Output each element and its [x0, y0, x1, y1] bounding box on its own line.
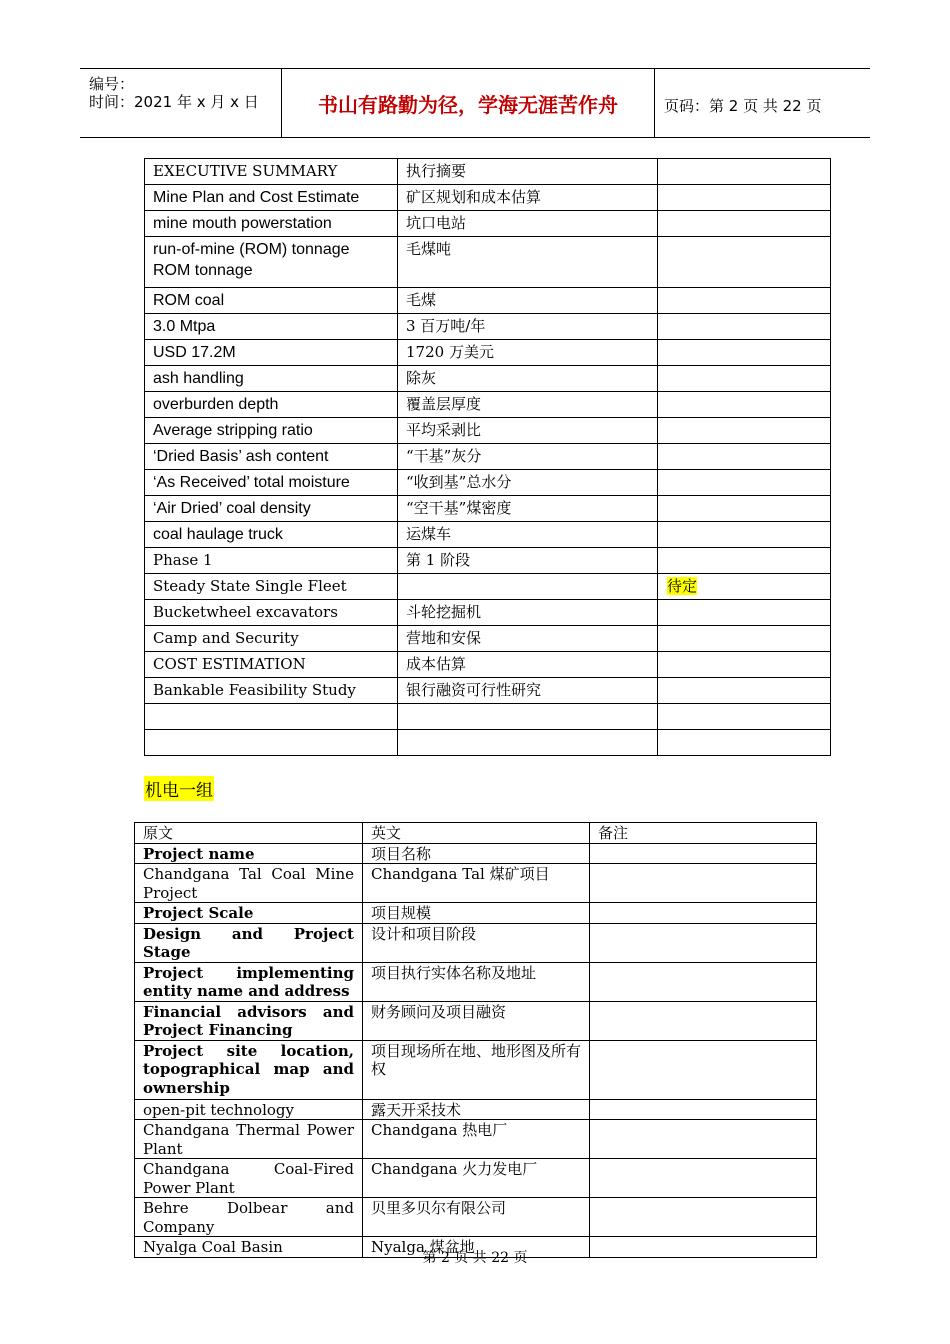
chinese-cell: 坑口电站: [398, 211, 658, 237]
english-line: ROM tonnage: [153, 262, 253, 279]
chinese-cell: “空干基”煤密度: [398, 496, 658, 522]
table-row: [145, 444, 831, 470]
note-cell: [658, 600, 831, 626]
table-row: [135, 864, 817, 903]
table-row: [135, 1099, 817, 1120]
english-cell: mine mouth powerstation: [145, 211, 398, 237]
english-cell: Mine Plan and Cost Estimate: [145, 185, 398, 211]
note-cell: [658, 237, 831, 288]
note-cell: [658, 211, 831, 237]
english-cell: overburden depth: [145, 392, 398, 418]
translation-cell: Nyalga 煤盆地: [363, 1237, 590, 1258]
source-cell: Design and Project Stage: [135, 923, 363, 962]
english-line: run-of-mine (ROM) tonnage: [153, 241, 350, 258]
note-cell: [658, 470, 831, 496]
table-row: [135, 923, 817, 962]
header-meta-cell: [80, 69, 282, 137]
source-cell: Nyalga Coal Basin: [135, 1237, 363, 1258]
note-cell: [658, 704, 831, 730]
chinese-cell: 毛煤吨: [398, 237, 658, 288]
pending-highlight: 待定: [667, 577, 698, 595]
source-cell: Chandgana Thermal Power Plant: [135, 1120, 363, 1159]
table-row: [135, 1198, 817, 1237]
chinese-cell: 银行融资可行性研究: [398, 678, 658, 704]
page-footer: 第 2 页 共 22 页: [422, 1250, 528, 1266]
table-row: [145, 392, 831, 418]
chinese-cell: 3 百万吨/年: [398, 314, 658, 340]
table-row: [135, 1040, 817, 1099]
note-cell: [590, 1120, 817, 1159]
note-cell: [658, 314, 831, 340]
note-cell: [658, 444, 831, 470]
page-header: [80, 68, 870, 138]
table-row: [145, 496, 831, 522]
translation-cell: Chandgana 热电厂: [363, 1120, 590, 1159]
english-cell: Steady State Single Fleet: [145, 574, 398, 600]
note-cell: [590, 843, 817, 864]
table-row: [145, 470, 831, 496]
note-cell: [658, 626, 831, 652]
table-row: [135, 903, 817, 924]
number-label: 编号：: [89, 75, 135, 93]
source-cell: Chandgana Tal Coal Mine Project: [135, 864, 363, 903]
glossary-table: [144, 158, 831, 756]
translation-cell: 露天开采技术: [363, 1099, 590, 1120]
table-row: [145, 678, 831, 704]
chinese-cell: 除灰: [398, 366, 658, 392]
source-cell: open-pit technology: [135, 1099, 363, 1120]
chinese-cell: “收到基”总水分: [398, 470, 658, 496]
table-header-row: [135, 823, 817, 844]
source-cell: Project name: [135, 843, 363, 864]
source-cell: Financial advisors and Project Financing: [135, 1001, 363, 1040]
table-row: [135, 843, 817, 864]
english-cell: ‘Air Dried’ coal density: [145, 496, 398, 522]
note-cell: [658, 185, 831, 211]
table-row: [145, 340, 831, 366]
english-cell: Bankable Feasibility Study: [145, 678, 398, 704]
english-cell: [145, 730, 398, 756]
english-cell: Phase 1: [145, 548, 398, 574]
note-cell: [658, 392, 831, 418]
note-cell: [590, 962, 817, 1001]
note-cell: [658, 340, 831, 366]
note-cell: [590, 1099, 817, 1120]
english-cell: Bucketwheel excavators: [145, 600, 398, 626]
chinese-cell: 矿区规划和成本估算: [398, 185, 658, 211]
source-cell: Project site location, topographical map and ownership: [135, 1040, 363, 1099]
section-title: 机电一组: [144, 776, 214, 801]
table-row: [145, 314, 831, 340]
header-cell-notes: 备注: [590, 823, 817, 844]
table-row: [135, 1001, 817, 1040]
translation-cell: 财务顾问及项目融资: [363, 1001, 590, 1040]
header-cell-english: 英文: [363, 823, 590, 844]
chinese-cell: [398, 704, 658, 730]
english-cell: Camp and Security: [145, 626, 398, 652]
chinese-cell: 成本估算: [398, 652, 658, 678]
table-row: [145, 626, 831, 652]
chinese-cell: 营地和安保: [398, 626, 658, 652]
note-cell: [590, 864, 817, 903]
header-page-info: 页码：第 2 页 共 22 页: [664, 97, 822, 115]
note-cell: [658, 548, 831, 574]
project-terms-table: [134, 822, 817, 1258]
chinese-cell: 平均采剥比: [398, 418, 658, 444]
note-cell: [590, 1040, 817, 1099]
source-cell: Chandgana Coal-Fired Power Plant: [135, 1159, 363, 1198]
source-cell: Behre Dolbear and Company: [135, 1198, 363, 1237]
translation-cell: 项目名称: [363, 843, 590, 864]
translation-cell: 项目规模: [363, 903, 590, 924]
table-row: [135, 962, 817, 1001]
english-cell: COST ESTIMATION: [145, 652, 398, 678]
note-cell: [658, 288, 831, 314]
note-cell: [590, 1001, 817, 1040]
chinese-cell: 1720 万美元: [398, 340, 658, 366]
note-cell: [590, 923, 817, 962]
source-cell: Project implementing entity name and address: [135, 962, 363, 1001]
note-cell: [658, 678, 831, 704]
chinese-cell: 斗轮挖掘机: [398, 600, 658, 626]
table-row: [145, 288, 831, 314]
chinese-cell: [398, 730, 658, 756]
table-row: [135, 1159, 817, 1198]
note-cell: [658, 366, 831, 392]
english-cell: EXECUTIVE SUMMARY: [145, 159, 398, 185]
date-label: 时间：2021 年 x 月 x 日: [89, 93, 259, 111]
english-cell: Average stripping ratio: [145, 418, 398, 444]
note-cell: [590, 1159, 817, 1198]
chinese-cell: [398, 574, 658, 600]
table-row-empty: [145, 730, 831, 756]
note-cell: [590, 1198, 817, 1237]
english-cell: ‘Dried Basis’ ash content: [145, 444, 398, 470]
header-motto: 书山有路勤为径，学海无涯苦作舟: [282, 69, 655, 137]
translation-cell: Chandgana Tal 煤矿项目: [363, 864, 590, 903]
note-cell: [658, 159, 831, 185]
note-cell: [590, 903, 817, 924]
note-cell: [658, 418, 831, 444]
table-row: [145, 600, 831, 626]
english-cell: [145, 704, 398, 730]
chinese-cell: 第 1 阶段: [398, 548, 658, 574]
header-cell-source: 原文: [135, 823, 363, 844]
chinese-cell: 执行摘要: [398, 159, 658, 185]
table-row: [145, 366, 831, 392]
chinese-cell: “干基”灰分: [398, 444, 658, 470]
translation-cell: Chandgana 火力发电厂: [363, 1159, 590, 1198]
table-row: [145, 185, 831, 211]
english-cell: 3.0 Mtpa: [145, 314, 398, 340]
table-row: [145, 159, 831, 185]
table-row: [145, 237, 831, 288]
translation-cell: 设计和项目阶段: [363, 923, 590, 962]
english-cell: USD 17.2M: [145, 340, 398, 366]
english-cell: ash handling: [145, 366, 398, 392]
translation-cell: 贝里多贝尔有限公司: [363, 1198, 590, 1237]
translation-cell: 项目现场所在地、地形图及所有权: [363, 1040, 590, 1099]
chinese-cell: 覆盖层厚度: [398, 392, 658, 418]
note-cell: [658, 522, 831, 548]
note-cell: [658, 496, 831, 522]
chinese-cell: 毛煤: [398, 288, 658, 314]
english-cell: ‘As Received’ total moisture: [145, 470, 398, 496]
table-row: [145, 522, 831, 548]
english-cell: [145, 237, 398, 288]
table-row: [145, 211, 831, 237]
source-cell: Project Scale: [135, 903, 363, 924]
note-cell: [658, 730, 831, 756]
english-cell: ROM coal: [145, 288, 398, 314]
note-cell: [658, 652, 831, 678]
english-cell: coal haulage truck: [145, 522, 398, 548]
translation-cell: 项目执行实体名称及地址: [363, 962, 590, 1001]
chinese-cell: 运煤车: [398, 522, 658, 548]
table-row: [145, 418, 831, 444]
note-cell: [658, 574, 831, 600]
table-row: [145, 574, 831, 600]
table-row: [145, 548, 831, 574]
table-row: [135, 1120, 817, 1159]
table-row: [145, 652, 831, 678]
table-row-empty: [145, 704, 831, 730]
